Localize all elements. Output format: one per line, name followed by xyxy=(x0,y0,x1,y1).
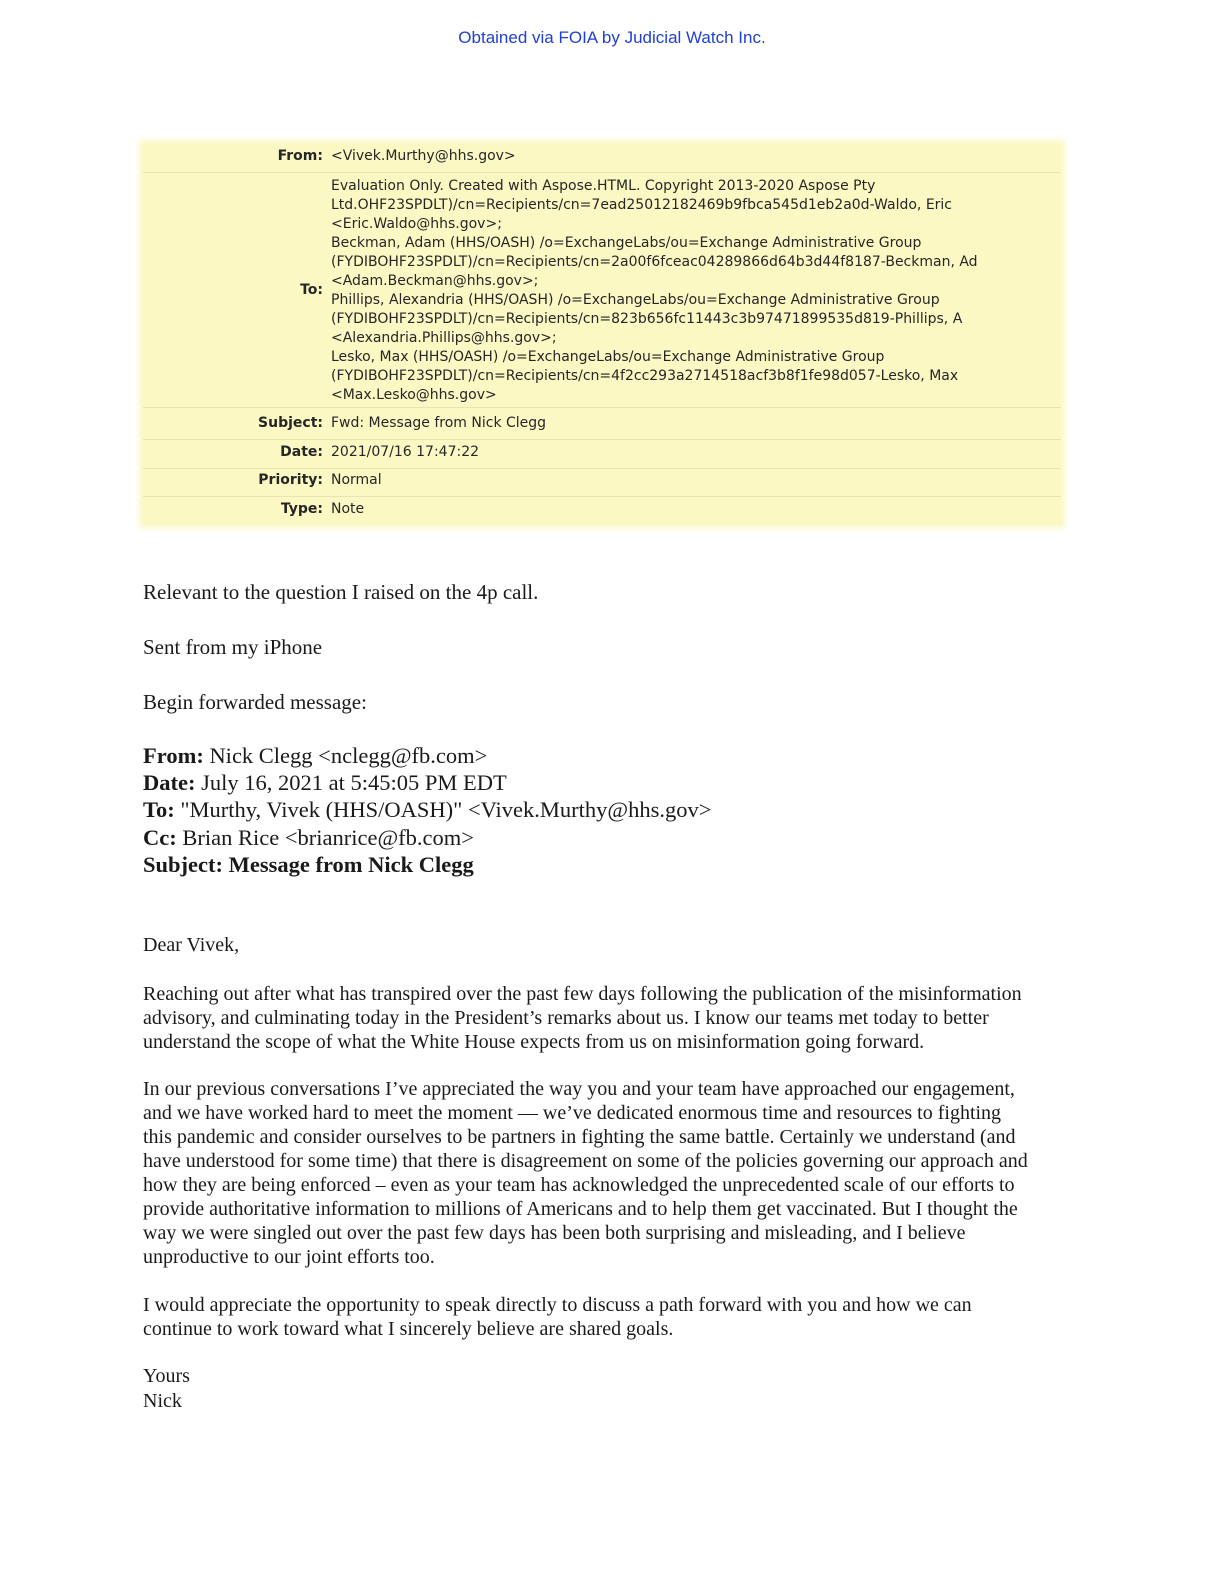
to-line: <Eric.Waldo@hhs.gov>; xyxy=(331,216,502,232)
letter-signature: Nick xyxy=(143,1390,182,1412)
fwd-subject-row xyxy=(143,852,474,878)
fwd-from-label: From: xyxy=(143,743,204,768)
to-line: (FYDIBOHF23SPDLT)/cn=Recipients/cn=823b656fc11443c3b97471899535d819-Phillips, A xyxy=(331,311,963,327)
foia-watermark: Obtained via FOIA by Judicial Watch Inc. xyxy=(458,28,766,47)
header-date-value: 2021/07/16 17:47:22 xyxy=(331,444,480,460)
fwd-from-value: Nick Clegg <nclegg@fb.com> xyxy=(209,743,488,768)
header-priority-value: Normal xyxy=(331,472,382,488)
to-line: Lesko, Max (HHS/OASH) /o=ExchangeLabs/ou=Exchange Administrative Group xyxy=(331,349,885,365)
header-date-row xyxy=(143,444,1061,469)
intro-line-sent-from: Sent from my iPhone xyxy=(143,635,323,659)
fwd-cc-value: Brian Rice <brianrice@fb.com> xyxy=(182,825,474,850)
header-from-row xyxy=(143,148,1061,173)
letter-paragraph-2 xyxy=(143,1077,1073,1269)
email-header-box xyxy=(143,144,1061,524)
header-from-label: From: xyxy=(277,148,323,164)
paragraph-line: way we were singled out over the past few days has been both surprising and misleading, and I believe xyxy=(143,1222,966,1244)
header-type-row xyxy=(143,501,1061,525)
fwd-date-label: Date: xyxy=(143,770,196,795)
fwd-cc-row xyxy=(143,825,474,851)
to-line: <Max.Lesko@hhs.gov> xyxy=(331,387,497,403)
to-line: (FYDIBOHF23SPDLT)/cn=Recipients/cn=4f2cc293a2714518acf3b8f1fe98d057-Lesko, Max xyxy=(331,368,959,384)
to-line: <Adam.Beckman@hhs.gov>; xyxy=(331,273,539,289)
header-to-row xyxy=(143,177,1061,408)
to-line: Phillips, Alexandria (HHS/OASH) /o=ExchangeLabs/ou=Exchange Administrative Group xyxy=(331,292,940,308)
paragraph-line: advisory, and culminating today in the President’s remarks about us. I know our teams met today to better xyxy=(143,1007,989,1029)
fwd-date-row xyxy=(143,770,507,796)
fwd-to-row xyxy=(143,797,711,823)
fwd-subject-label: Subject: xyxy=(143,852,223,877)
paragraph-line: and we have worked hard to meet the moment — we’ve dedicated enormous time and resources to fighting xyxy=(143,1102,1002,1124)
header-date-label: Date: xyxy=(280,444,323,460)
header-subject-row xyxy=(143,415,1061,440)
header-to-recipients xyxy=(331,177,1051,405)
header-to-label: To: xyxy=(300,282,323,298)
paragraph-line: I would appreciate the opportunity to speak directly to discuss a path forward with you and how we can xyxy=(143,1294,972,1316)
letter-paragraph-1 xyxy=(143,982,1073,1054)
paragraph-line: how they are being enforced – even as your team has acknowledged the unprecedented scale of our efforts to xyxy=(143,1174,1015,1196)
paragraph-line: unproductive to our joint efforts too. xyxy=(143,1246,435,1268)
to-line: <Alexandria.Phillips@hhs.gov>; xyxy=(331,330,557,346)
paragraph-line: In our previous conversations I’ve appreciated the way you and your team have approached our engagement, xyxy=(143,1078,1015,1100)
letter-greeting: Dear Vivek, xyxy=(143,934,240,956)
paragraph-line: provide authoritative information to millions of Americans and to help them get vaccinated. But I thought the xyxy=(143,1198,1018,1220)
fwd-subject-value: Message from Nick Clegg xyxy=(228,852,474,877)
paragraph-line: continue to work toward what I sincerely believe are shared goals. xyxy=(143,1318,674,1340)
fwd-date-value: July 16, 2021 at 5:45:05 PM EDT xyxy=(201,770,507,795)
header-type-label: Type: xyxy=(280,501,323,517)
header-subject-label: Subject: xyxy=(258,415,323,431)
header-subject-value: Fwd: Message from Nick Clegg xyxy=(331,415,547,431)
fwd-cc-label: Cc: xyxy=(143,825,177,850)
fwd-to-label: To: xyxy=(143,797,175,822)
paragraph-line: have understood for some time) that there is disagreement on some of the policies governing our approach and xyxy=(143,1150,1028,1172)
header-priority-row xyxy=(143,472,1061,497)
intro-line-forwarded: Begin forwarded message: xyxy=(143,690,367,714)
to-line: Beckman, Adam (HHS/OASH) /o=ExchangeLabs/ou=Exchange Administrative Group xyxy=(331,235,922,251)
fwd-from-row xyxy=(143,743,487,769)
fwd-to-value: "Murthy, Vivek (HHS/OASH)" <Vivek.Murthy@hhs.gov> xyxy=(180,797,712,822)
header-from-value: <Vivek.Murthy@hhs.gov> xyxy=(331,148,516,164)
to-line: (FYDIBOHF23SPDLT)/cn=Recipients/cn=2a00f6fceac04289866d64b3d44f8187-Beckman, Ad xyxy=(331,254,978,270)
to-line: Ltd.OHF23SPDLT)/cn=Recipients/cn=7ead25012182469b9fbca545d1eb2a0d-Waldo, Eric xyxy=(331,197,953,213)
letter-paragraph-3 xyxy=(143,1293,1073,1341)
intro-line-question: Relevant to the question I raised on the 4p call. xyxy=(143,580,539,604)
paragraph-line: Reaching out after what has transpired over the past few days following the publication of the misinformation xyxy=(143,983,1022,1005)
paragraph-line: understand the scope of what the White House expects from us on misinformation going forward. xyxy=(143,1031,925,1053)
letter-closing: Yours xyxy=(143,1365,190,1387)
header-priority-label: Priority: xyxy=(258,472,323,488)
to-line: Evaluation Only. Created with Aspose.HTML. Copyright 2013-2020 Aspose Pty xyxy=(331,178,876,194)
header-type-value: Note xyxy=(331,501,365,517)
paragraph-line: this pandemic and consider ourselves to be partners in fighting the same battle. Certainly we understand (and xyxy=(143,1126,1016,1148)
